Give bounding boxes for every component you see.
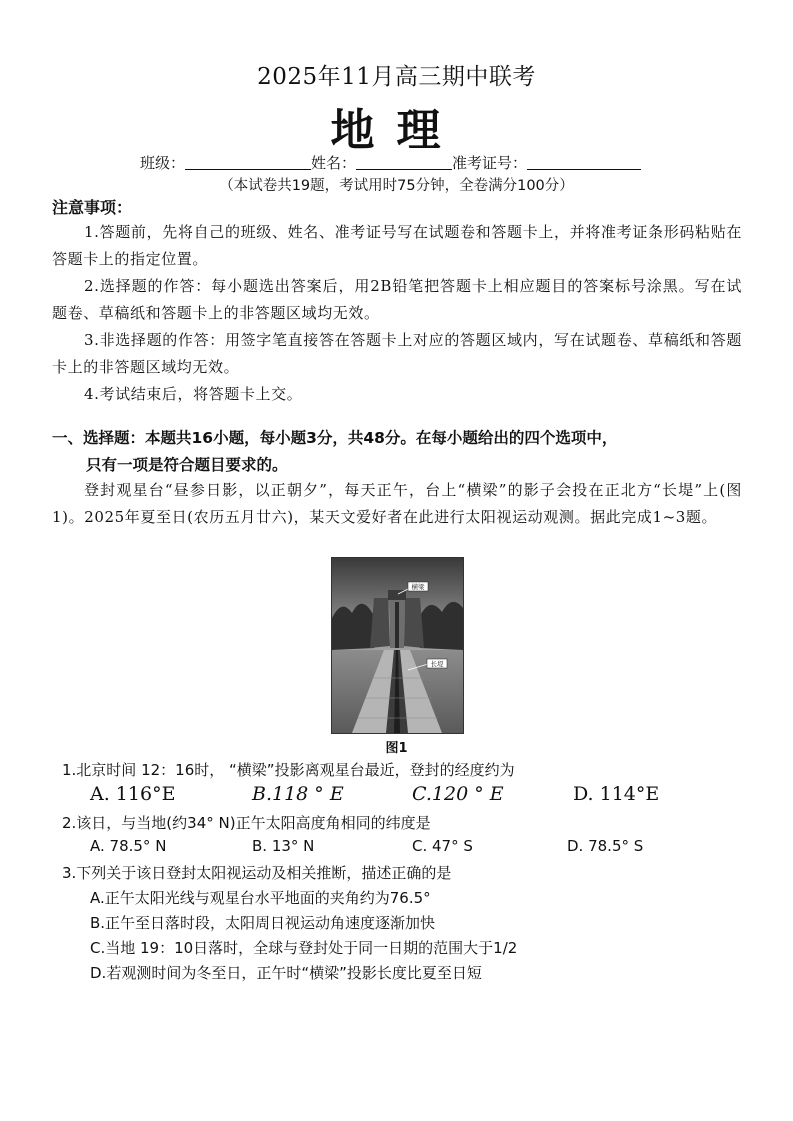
exam-info: （本试卷共19题，考试用时75分钟，全卷满分100分） bbox=[219, 178, 574, 194]
material-text: 登封观星台“昼参日影，以正朝夕”，每天正午，台上“横梁”的影子会投在正北方“长堤”上(图1)。2025年夏至日(农历五月廿六)，某天文爱好者在此进行太阳视运动观测。据此完成1~3题。 bbox=[52, 481, 742, 526]
q3-option-c[interactable]: C.当地 19：10日落时，全球与登封处于同一日期的范围大于1/2 bbox=[90, 939, 518, 957]
q1-option-d[interactable]: D. 114°E bbox=[573, 783, 660, 805]
q2-option-b[interactable]: B. 13° N bbox=[252, 837, 315, 855]
q2-option-d[interactable]: D. 78.5° S bbox=[567, 837, 644, 855]
notice-title: 注意事项： bbox=[52, 198, 133, 217]
q2-option-c[interactable]: C. 47° S bbox=[412, 837, 473, 855]
question-3-stem: 3.下列关于该日登封太阳视运动及相关推断，描述正确的是 bbox=[62, 864, 452, 882]
label-beam: 横梁 bbox=[411, 583, 425, 591]
notice-item-2: 2.选择题的作答：每小题选出答案后，用2B铅笔把答题卡上相应题目的答案标号涂黑。写在试题卷、草稿纸和答题卡上的非答题区域均无效。 bbox=[52, 277, 742, 322]
subject-title: 地理 bbox=[330, 105, 463, 156]
name-field[interactable] bbox=[356, 155, 452, 170]
q3-option-a[interactable]: A.正午太阳光线与观星台水平地面的夹角约为76.5° bbox=[90, 889, 431, 907]
label-embankment: 长堤 bbox=[430, 660, 444, 668]
q1-option-c[interactable]: C.120 ° E bbox=[412, 783, 504, 805]
question-2-stem: 2.该日，与当地(约34° N)正午太阳高度角相同的纬度是 bbox=[62, 814, 431, 832]
notice-item-1: 1.答题前，先将自己的班级、姓名、准考证号写在试题卷和答题卡上，并将准考证条形码粘贴在答题卡上的指定位置。 bbox=[52, 223, 742, 268]
q3-option-d[interactable]: D.若观测时间为冬至日，正午时“横梁”投影长度比夏至日短 bbox=[90, 964, 482, 982]
exam-id-field[interactable] bbox=[527, 155, 641, 170]
id-label: 准考证号： bbox=[452, 154, 528, 172]
q1-option-b[interactable]: B.118 ° E bbox=[252, 783, 344, 805]
section-heading-line1: 一、选择题：本题共16小题，每小题3分，共48分。在每小题给出的四个选项中， bbox=[52, 429, 618, 447]
figure-caption: 图1 bbox=[385, 741, 408, 756]
section-heading bbox=[52, 425, 752, 479]
observatory-photo bbox=[331, 557, 464, 734]
question-1-stem: 1.北京时间 12：16时， “横梁”投影离观星台最近，登封的经度约为 bbox=[62, 761, 515, 779]
class-label: 班级： bbox=[140, 154, 186, 172]
notice-item-3: 3.非选择题的作答：用签字笔直接答在答题卡上对应的答题区域内，写在试题卷、草稿纸和答题卡上的非答题区域均无效。 bbox=[52, 331, 742, 376]
class-field[interactable] bbox=[185, 155, 311, 170]
q3-option-b[interactable]: B.正午至日落时段，太阳周日视运动角速度逐渐加快 bbox=[90, 914, 436, 932]
notice-item-4: 4.考试结束后，将答题卡上交。 bbox=[84, 385, 303, 403]
q2-option-a[interactable]: A. 78.5° N bbox=[90, 837, 167, 855]
section-heading-line2: 只有一项是符合题目要求的。 bbox=[86, 456, 288, 474]
name-label: 姓名： bbox=[311, 154, 357, 172]
exam-title: 2025年11月高三期中联考 bbox=[257, 64, 536, 90]
student-info-fields bbox=[140, 152, 641, 173]
q1-option-a[interactable]: A. 116°E bbox=[90, 783, 176, 805]
